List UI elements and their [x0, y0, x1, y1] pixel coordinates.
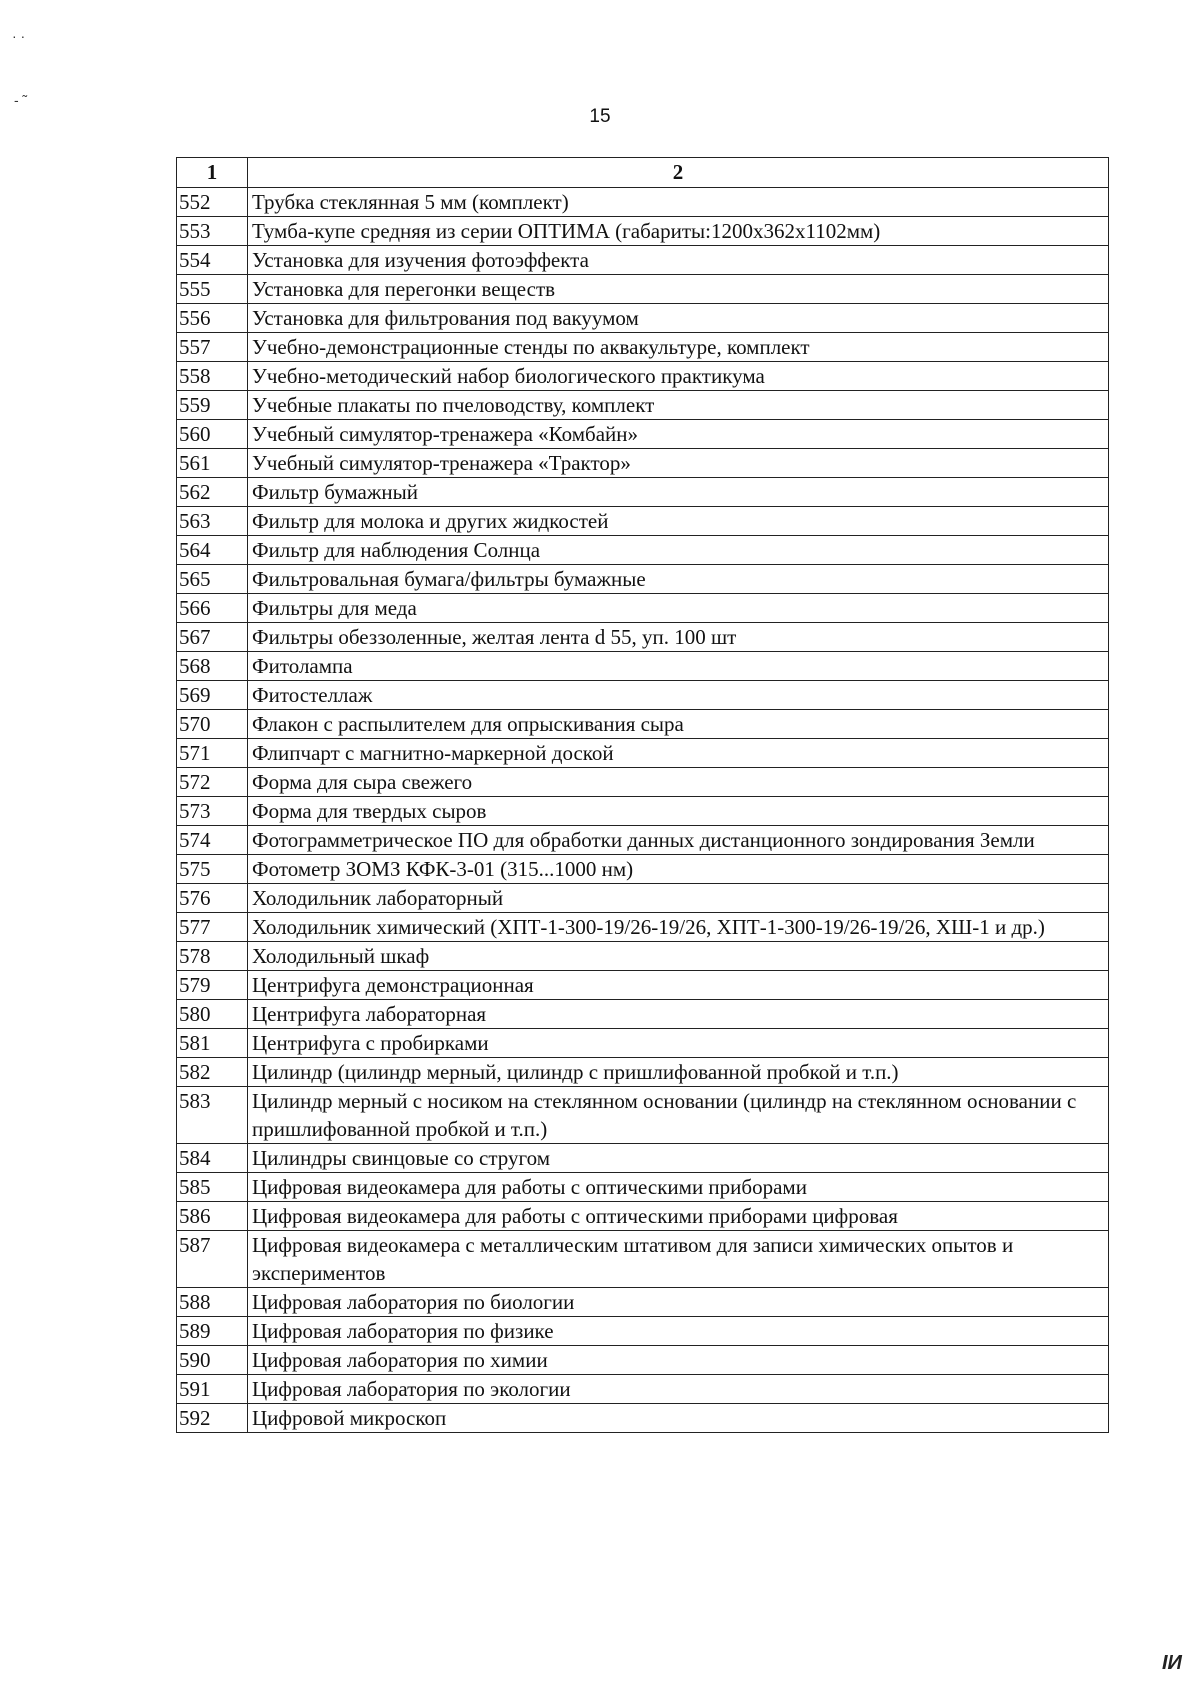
table-header-row: [177, 158, 1109, 188]
table-row: [177, 420, 1109, 449]
item-name-cell: Учебный симулятор-тренажера «Комбайн»: [248, 420, 1109, 449]
table-row: [177, 913, 1109, 942]
handwritten-initials-mark: IИ: [1162, 1652, 1182, 1674]
table-row: [177, 652, 1109, 681]
row-number-cell: 586: [177, 1202, 248, 1231]
table-row: [177, 1231, 1109, 1288]
column-header-name: 2: [248, 158, 1109, 188]
row-number-cell: 567: [177, 623, 248, 652]
item-name-cell: Форма для твердых сыров: [248, 797, 1109, 826]
row-number-cell: 574: [177, 826, 248, 855]
row-number-cell: 569: [177, 681, 248, 710]
equipment-table: [176, 157, 1109, 1433]
row-number-cell: 558: [177, 362, 248, 391]
table-row: [177, 971, 1109, 1000]
row-number-cell: 561: [177, 449, 248, 478]
row-number-cell: 578: [177, 942, 248, 971]
row-number-cell: 571: [177, 739, 248, 768]
table-row: [177, 217, 1109, 246]
item-name-cell: Центрифуга демонстрационная: [248, 971, 1109, 1000]
row-number-cell: 589: [177, 1317, 248, 1346]
table-row: [177, 768, 1109, 797]
table-row: [177, 188, 1109, 217]
row-number-cell: 588: [177, 1288, 248, 1317]
row-number-cell: 577: [177, 913, 248, 942]
table-row: [177, 1029, 1109, 1058]
item-name-cell: Холодильный шкаф: [248, 942, 1109, 971]
row-number-cell: 585: [177, 1173, 248, 1202]
table-row: [177, 1000, 1109, 1029]
item-name-cell: Цифровая лаборатория по химии: [248, 1346, 1109, 1375]
item-name-cell: Фильтровальная бумага/фильтры бумажные: [248, 565, 1109, 594]
table-row: [177, 1317, 1109, 1346]
item-name-cell: Фильтры обеззоленные, желтая лента d 55, уп. 100 шт: [248, 623, 1109, 652]
item-name-cell: Учебный симулятор-тренажера «Трактор»: [248, 449, 1109, 478]
table-row: [177, 565, 1109, 594]
item-name-cell: Цифровая видеокамера для работы с оптическими приборами цифровая: [248, 1202, 1109, 1231]
item-name-cell: Учебные плакаты по пчеловодству, комплект: [248, 391, 1109, 420]
item-name-cell: Фитостеллаж: [248, 681, 1109, 710]
item-name-cell: Цифровая лаборатория по экологии: [248, 1375, 1109, 1404]
table-row: [177, 246, 1109, 275]
item-name-cell: Цилиндр (цилиндр мерный, цилиндр с пришлифованной пробкой и т.п.): [248, 1058, 1109, 1087]
row-number-cell: 570: [177, 710, 248, 739]
table-row: [177, 681, 1109, 710]
scan-speck-left: - ˜: [14, 92, 28, 108]
table-row: [177, 1144, 1109, 1173]
item-name-cell: Установка для фильтрования под вакуумом: [248, 304, 1109, 333]
row-number-cell: 581: [177, 1029, 248, 1058]
table-row: [177, 855, 1109, 884]
page-number: 15: [589, 106, 611, 127]
row-number-cell: 563: [177, 507, 248, 536]
row-number-cell: 573: [177, 797, 248, 826]
table-row: [177, 333, 1109, 362]
item-name-cell: Цилиндр мерный с носиком на стеклянном основании (цилиндр на стеклянном основании с пришлифованной пробкой и т.п.): [248, 1087, 1109, 1144]
table-row: [177, 1058, 1109, 1087]
row-number-cell: 557: [177, 333, 248, 362]
item-name-cell: Цифровой микроскоп: [248, 1404, 1109, 1433]
row-number-cell: 553: [177, 217, 248, 246]
table-row: [177, 623, 1109, 652]
item-name-cell: Цифровая лаборатория по физике: [248, 1317, 1109, 1346]
table-row: [177, 710, 1109, 739]
row-number-cell: 562: [177, 478, 248, 507]
table-row: [177, 1404, 1109, 1433]
item-name-cell: Тумба-купе средняя из серии ОПТИМА (габариты:1200x362x1102мм): [248, 217, 1109, 246]
item-name-cell: Центрифуга с пробирками: [248, 1029, 1109, 1058]
table-row: [177, 478, 1109, 507]
item-name-cell: Холодильник химический (ХПТ-1-300-19/26-19/26, ХПТ-1-300-19/26-19/26, ХШ-1 и др.): [248, 913, 1109, 942]
table-row: [177, 1202, 1109, 1231]
table-row: [177, 739, 1109, 768]
table-row: [177, 275, 1109, 304]
row-number-cell: 552: [177, 188, 248, 217]
row-number-cell: 579: [177, 971, 248, 1000]
item-name-cell: Фотограмметрическое ПО для обработки данных дистанционного зондирования Земли: [248, 826, 1109, 855]
row-number-cell: 584: [177, 1144, 248, 1173]
scan-speck-top-left: · ·: [12, 28, 26, 44]
row-number-cell: 555: [177, 275, 248, 304]
row-number-cell: 560: [177, 420, 248, 449]
item-name-cell: Фильтр для наблюдения Солнца: [248, 536, 1109, 565]
table-row: [177, 1087, 1109, 1144]
item-name-cell: Установка для изучения фотоэффекта: [248, 246, 1109, 275]
table-row: [177, 884, 1109, 913]
table-row: [177, 1346, 1109, 1375]
table-row: [177, 1173, 1109, 1202]
item-name-cell: Форма для сыра свежего: [248, 768, 1109, 797]
item-name-cell: Цифровая видеокамера с металлическим штативом для записи химических опытов и экспериментов: [248, 1231, 1109, 1288]
item-name-cell: Цифровая видеокамера для работы с оптическими приборами: [248, 1173, 1109, 1202]
item-name-cell: Фильтр бумажный: [248, 478, 1109, 507]
table-row: [177, 449, 1109, 478]
table-row: [177, 594, 1109, 623]
row-number-cell: 556: [177, 304, 248, 333]
item-name-cell: Установка для перегонки веществ: [248, 275, 1109, 304]
table-row: [177, 826, 1109, 855]
row-number-cell: 565: [177, 565, 248, 594]
table-row: [177, 797, 1109, 826]
table-row: [177, 1288, 1109, 1317]
table-row: [177, 391, 1109, 420]
item-name-cell: Цилиндры свинцовые со стругом: [248, 1144, 1109, 1173]
item-name-cell: Флакон с распылителем для опрыскивания сыра: [248, 710, 1109, 739]
row-number-cell: 582: [177, 1058, 248, 1087]
item-name-cell: Учебно-методический набор биологического практикума: [248, 362, 1109, 391]
table-row: [177, 942, 1109, 971]
row-number-cell: 591: [177, 1375, 248, 1404]
row-number-cell: 572: [177, 768, 248, 797]
item-name-cell: Фитолампа: [248, 652, 1109, 681]
item-name-cell: Учебно-демонстрационные стенды по аквакультуре, комплект: [248, 333, 1109, 362]
item-name-cell: Фильтр для молока и других жидкостей: [248, 507, 1109, 536]
table-body: [177, 188, 1109, 1433]
row-number-cell: 583: [177, 1087, 248, 1144]
item-name-cell: Центрифуга лабораторная: [248, 1000, 1109, 1029]
row-number-cell: 576: [177, 884, 248, 913]
table-row: [177, 507, 1109, 536]
table-row: [177, 304, 1109, 333]
row-number-cell: 564: [177, 536, 248, 565]
row-number-cell: 559: [177, 391, 248, 420]
table-row: [177, 536, 1109, 565]
row-number-cell: 580: [177, 1000, 248, 1029]
row-number-cell: 575: [177, 855, 248, 884]
row-number-cell: 568: [177, 652, 248, 681]
column-header-number: 1: [177, 158, 248, 188]
item-name-cell: Холодильник лабораторный: [248, 884, 1109, 913]
item-name-cell: Цифровая лаборатория по биологии: [248, 1288, 1109, 1317]
item-name-cell: Фильтры для меда: [248, 594, 1109, 623]
row-number-cell: 566: [177, 594, 248, 623]
row-number-cell: 592: [177, 1404, 248, 1433]
item-name-cell: Флипчарт с магнитно-маркерной доской: [248, 739, 1109, 768]
table-row: [177, 1375, 1109, 1404]
item-name-cell: Трубка стеклянная 5 мм (комплект): [248, 188, 1109, 217]
item-name-cell: Фотометр ЗОМЗ КФК-3-01 (315...1000 нм): [248, 855, 1109, 884]
row-number-cell: 554: [177, 246, 248, 275]
table-row: [177, 362, 1109, 391]
row-number-cell: 590: [177, 1346, 248, 1375]
row-number-cell: 587: [177, 1231, 248, 1288]
